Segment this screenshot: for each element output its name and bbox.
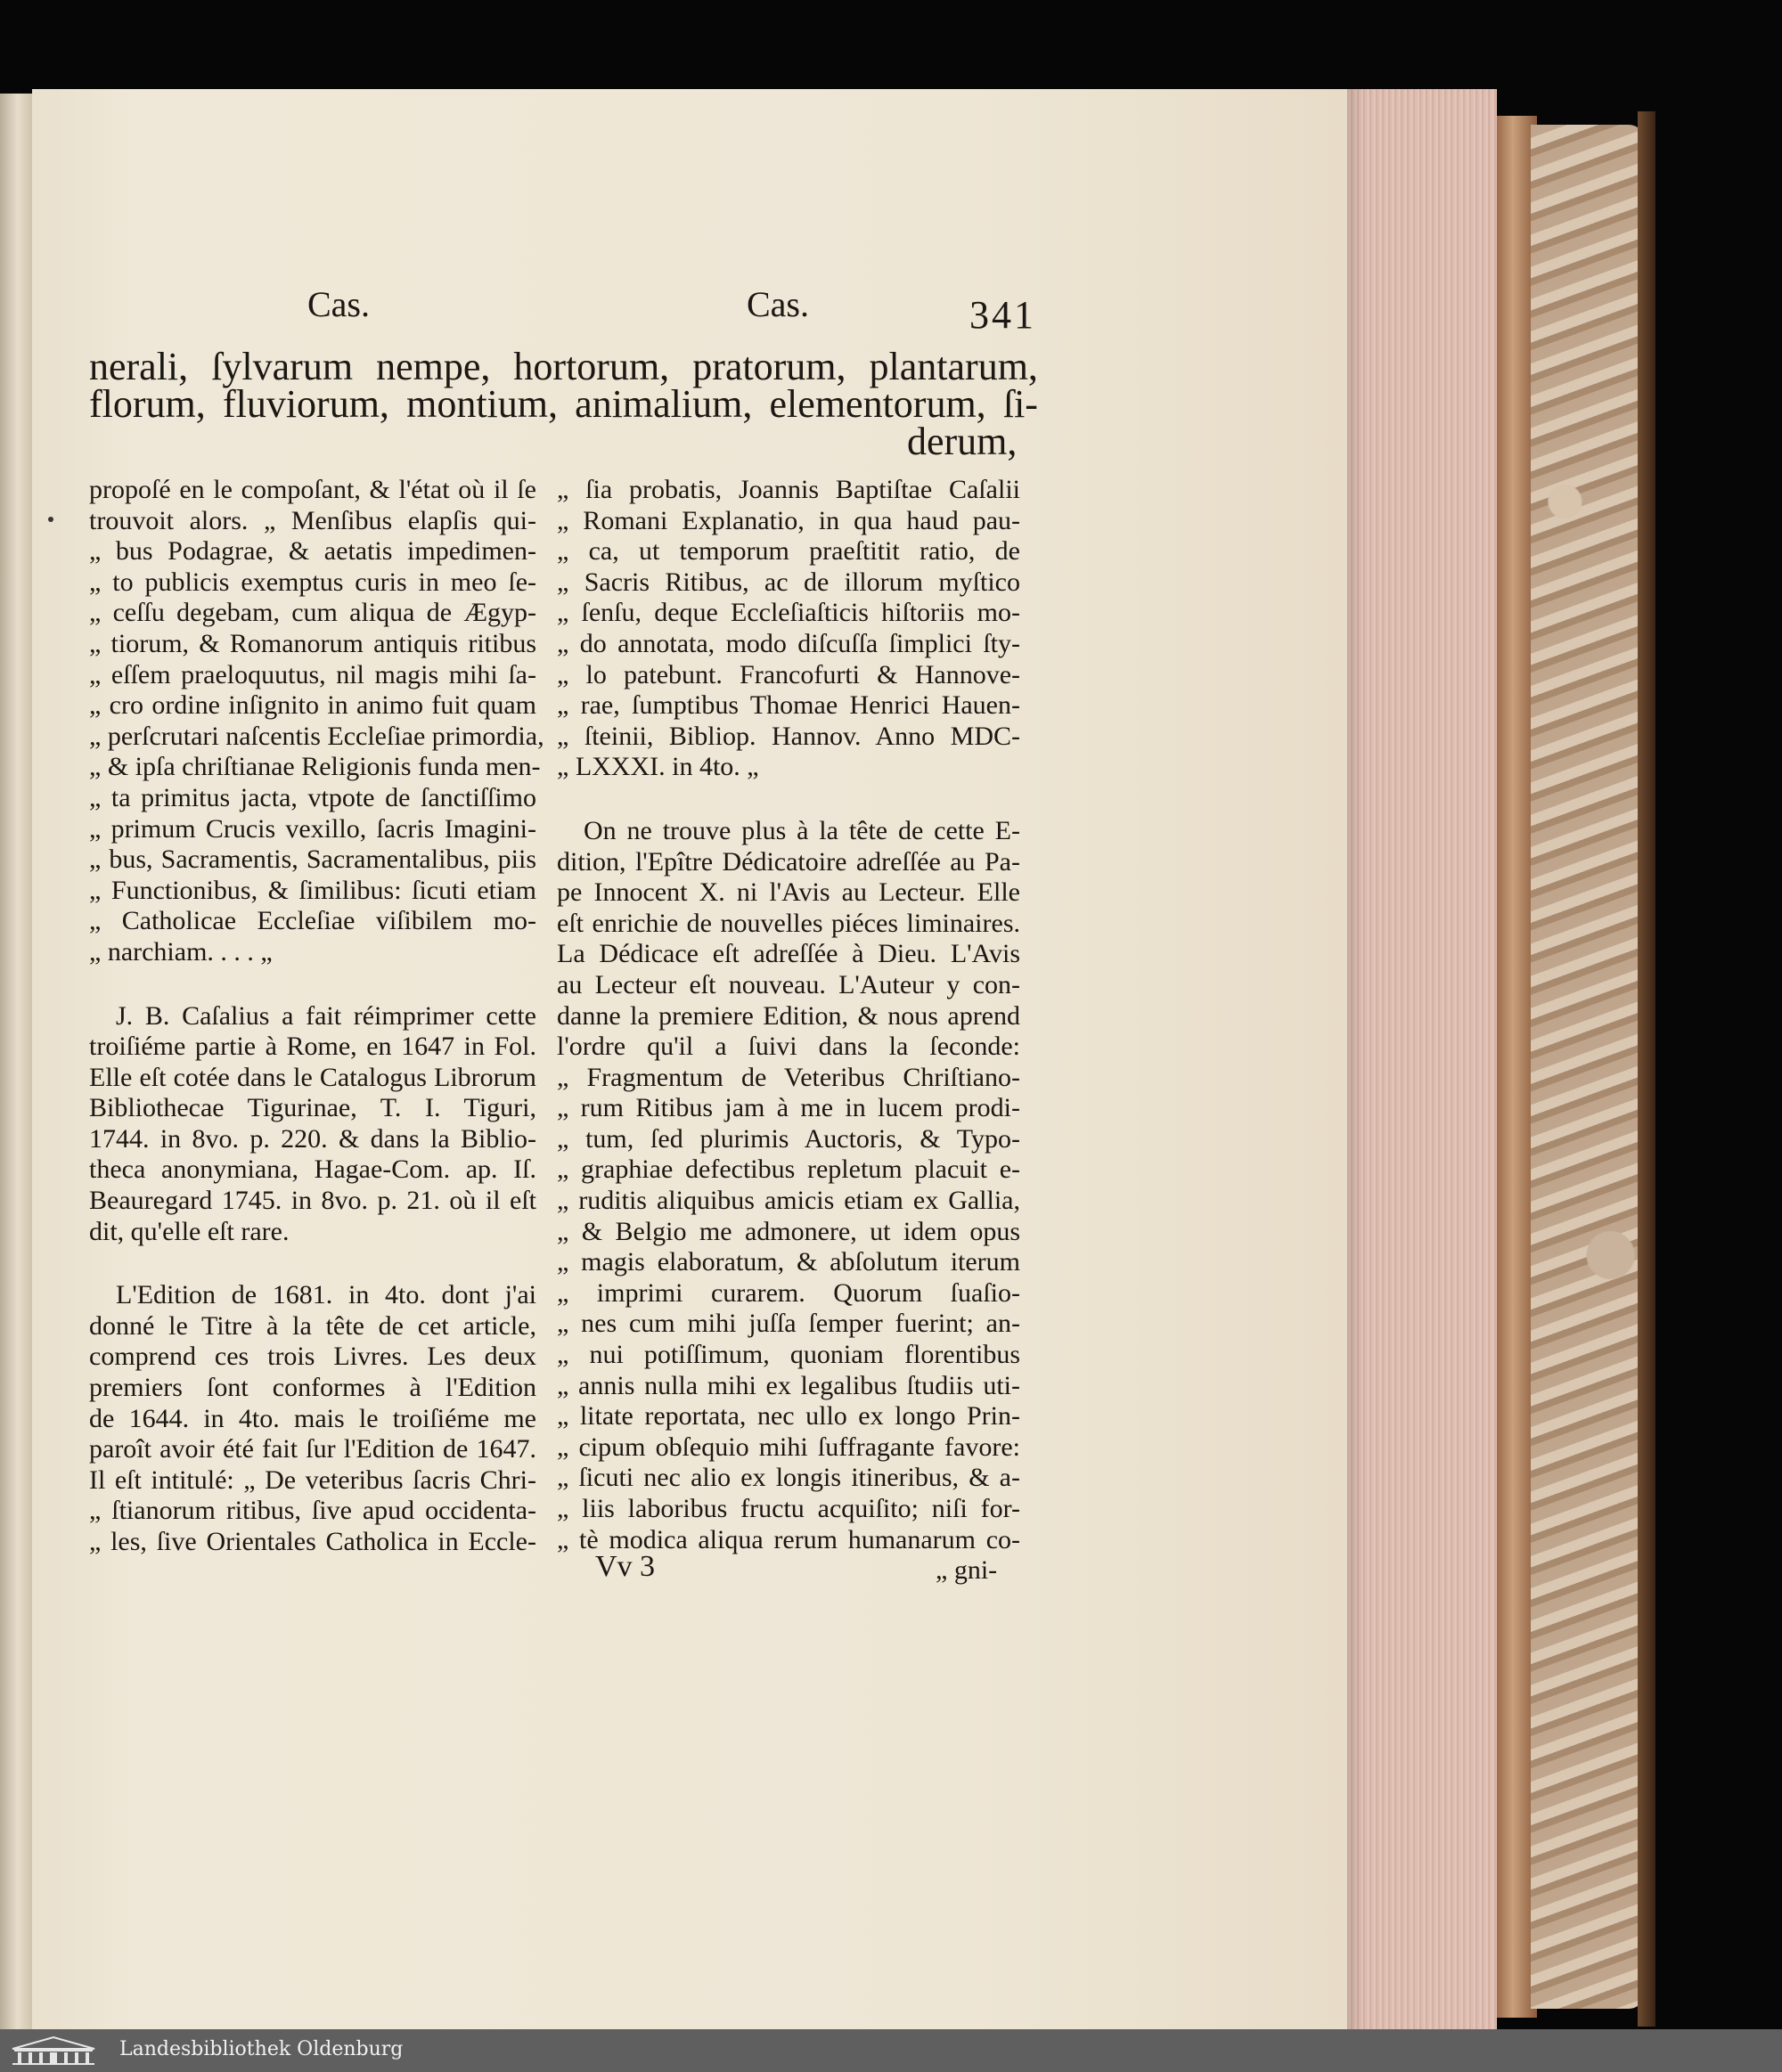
left-column-line: „ Functionibus, & ſimilibus: ſicuti etiam: [89, 875, 536, 905]
left-column-line: „ tiorum, & Romanorum antiquis ritibus: [89, 628, 536, 658]
left-column-line: „ ſtianorum ritibus, ſive apud occidenta-: [89, 1496, 536, 1526]
left-column-line: dit, qu'elle eſt rare.: [89, 1216, 290, 1246]
left-column-line: „ Catholicae Eccleſiae viſibilem mo-: [89, 906, 536, 936]
top-text-word: plantarum,: [869, 345, 1038, 388]
top-text-word: florum,: [89, 382, 206, 426]
left-column: [89, 475, 544, 1558]
marbled-cover: [1531, 125, 1645, 2009]
top-text-line-2: [89, 381, 1038, 427]
left-column-line: trouvoit alors. „ Menſibus elapſis qui-: [89, 505, 536, 535]
left-column-line: 1744. in 8vo. p. 220. & dans la Biblio-: [89, 1123, 536, 1154]
left-column-line: propoſé en le compoſant, & l'état où il ſe: [89, 475, 536, 504]
signature-mark: Vv 3: [595, 1550, 656, 1583]
page-edge-shadow: [1347, 89, 1365, 2052]
right-column-line: „ rae, ſumptibus Thomae Henrici Hauen-: [557, 690, 1020, 721]
top-text-word: ſylvarum: [211, 345, 354, 388]
right-column-line: „ lo patebunt. Francofurti & Hannove-: [557, 659, 1020, 689]
left-column-line: donné le Titre à la tête de cet article,: [89, 1310, 536, 1341]
right-column-line: On ne trouve plus à la tête de cette E-: [584, 815, 1020, 845]
right-column-line: l'ordre qu'il a ſuivi dans la ſeconde:: [557, 1032, 1020, 1062]
right-column-line: „ ſia probatis, Joannis Baptiſtae Caſalii: [557, 475, 1020, 504]
right-column-line: „ Sacris Ritibus, ac de illorum myſtico: [557, 567, 1020, 597]
left-column-line: troiſiéme partie à Rome, en 1647 in Fol.: [89, 1032, 536, 1062]
library-building-icon: [7, 2035, 100, 2067]
right-column-line: „ cipum obſequio mihi ſuffragante favore:: [557, 1432, 1020, 1462]
left-column-line: Beauregard 1745. in 8vo. p. 21. où il eſt: [89, 1186, 536, 1216]
top-text-word: ſi-: [1002, 382, 1038, 426]
right-column-line: „ LXXXI. in 4to. „: [557, 752, 759, 782]
cover-spine-shadow: [1638, 111, 1655, 2027]
left-column-line: de 1644. in 4to. mais le troiſiéme me: [89, 1403, 536, 1433]
right-column-line: „ tum, ſed plurimis Auctoris, & Typo-: [557, 1123, 1020, 1154]
right-column-line: „ do annotata, modo diſcuſſa ſimplici ſty-: [557, 628, 1020, 658]
right-column-line: „ ca, ut temporum praeſtitit ratio, de: [557, 536, 1020, 567]
left-column-line: „ eſſem praeloquutus, nil magis mihi ſa-: [89, 659, 536, 689]
left-column-line: „ perſcrutari naſcentis Eccleſiae primordia,: [89, 721, 544, 751]
left-column-line: „ cro ordine inſignito in animo fuit quam: [89, 690, 536, 721]
left-column-line: „ to publicis exemptus curis in meo ſe-: [89, 567, 536, 597]
left-column-line: „ primum Crucis vexillo, ſacris Imagini-: [89, 813, 536, 844]
left-column-line: paroît avoir été fait ſur l'Edition de 1647.: [89, 1434, 536, 1464]
right-column-line: „ & Belgio me admonere, ut idem opus: [557, 1216, 1020, 1246]
right-column-line: pe Innocent X. ni l'Avis au Lecteur. Elle: [557, 877, 1020, 908]
left-column-line: Elle eſt cotée dans le Catalogus Librorum: [89, 1062, 536, 1092]
top-text-word: elementorum,: [769, 382, 986, 426]
left-column-line: L'Edition de 1681. in 4to. dont j'ai: [116, 1280, 536, 1310]
right-column-line: „ Fragmentum de Veteribus Chriſtiano-: [557, 1062, 1020, 1092]
right-column-line: „ litate reportata, nec ullo ex longo Prin-: [557, 1401, 1020, 1432]
catchword: „ gni-: [936, 1555, 998, 1585]
top-text-word: montium,: [406, 382, 558, 426]
left-column-line: „ & ipſa chriſtianae Religionis funda men-: [89, 752, 541, 782]
right-column-paragraph-gap: [557, 783, 1020, 816]
left-column-line: „ ceſſu degebam, cum aliqua de Ægyp-: [89, 598, 536, 628]
right-column-line: au Lecteur eſt nouveau. L'Auteur y con-: [557, 969, 1020, 999]
right-column-line: „ Romani Explanatio, in qua haud pau-: [557, 505, 1020, 535]
right-column-line: „ magis elaboratum, & abſolutum iterum: [557, 1247, 1020, 1277]
top-text-word: fluviorum,: [222, 382, 389, 426]
left-column-line: J. B. Caſalius a fait réimprimer cette: [116, 1000, 536, 1031]
margin-mark: [48, 517, 53, 522]
left-column-paragraph-gap: [89, 1247, 536, 1280]
top-text-word: hortorum,: [513, 345, 670, 388]
top-text-word: pratorum,: [692, 345, 846, 388]
right-column-line: „ imprimi curarem. Quorum ſuaſio-: [557, 1277, 1020, 1308]
right-column-line: La Dédicace eſt adreſſée à Dieu. L'Avis: [557, 939, 1020, 969]
running-head-center: Cas.: [747, 284, 809, 324]
right-column-line: „ nes cum mihi juſſa ſemper fuerint; an-: [557, 1309, 1020, 1339]
left-page-edge: [0, 94, 32, 2049]
right-column-line: „ ſenſu, deque Eccleſiaſticis hiſtoriis mo-: [557, 598, 1020, 628]
right-column-line: dition, l'Epître Dédicatoire adreſſée au Pa-: [557, 846, 1020, 877]
right-column-line: „ ſteinii, Bibliop. Hannov. Anno MDC-: [557, 721, 1020, 751]
right-column-line: „ liis laboribus fructu acquiſito; niſi for-: [557, 1494, 1020, 1523]
page-fore-edge: [1347, 89, 1497, 2052]
left-column-line: „ bus, Sacramentis, Sacramentalibus, piis: [89, 844, 536, 875]
top-text-word: nerali,: [89, 345, 189, 388]
left-column-line: „ ta primitus jacta, vtpote de ſanctiſſimo: [89, 782, 536, 812]
left-column-line: „ narchiam. . . . „: [89, 936, 273, 967]
right-column-line: „ ruditis aliquibus amicis etiam ex Gallia,: [557, 1186, 1020, 1216]
right-column-line: „ tè modica aliqua rerum humanarum co-: [557, 1524, 1020, 1554]
right-column-line: eſt enrichie de nouvelles piéces liminaires.: [557, 908, 1020, 938]
right-column: [557, 475, 1020, 1555]
left-column-line: „ bus Podagrae, & aetatis impedimen-: [89, 536, 536, 567]
right-column-line: „ nui potiſſimum, quoniam florentibus: [557, 1340, 1020, 1370]
left-column-line: Bibliothecae Tigurinae, T. I. Tiguri,: [89, 1093, 536, 1123]
right-column-line: danne la premiere Edition, & nous aprend: [557, 1000, 1020, 1031]
left-column-line: comprend ces trois Livres. Les deux: [89, 1342, 536, 1372]
right-column-line: „ graphiae defectibus repletum placuit e-: [557, 1154, 1020, 1185]
page-number: 341: [969, 293, 1036, 337]
top-text-line-3: derum,: [907, 420, 1018, 463]
left-column-line: premiers ſont conformes à l'Edition: [89, 1373, 536, 1403]
left-column-line: „ les, ſive Orientales Catholica in Eccle-: [89, 1527, 536, 1556]
top-text-word: animalium,: [575, 382, 753, 426]
right-column-line: „ rum Ritibus jam à me in lucem prodi-: [557, 1093, 1020, 1123]
left-column-paragraph-gap: [89, 968, 536, 1001]
left-column-line: Il eſt intitulé: „ De veteribus ſacris Chri-: [89, 1464, 536, 1495]
library-name: Landesbibliothek Oldenburg: [119, 2038, 404, 2060]
right-column-line: „ ſicuti nec alio ex longis itineribus, & a-: [557, 1463, 1020, 1493]
running-head-left: Cas.: [307, 284, 370, 324]
right-column-line: „ annis nulla mihi ex legalibus ſtudiis uti-: [557, 1370, 1020, 1400]
top-text-word: nempe,: [376, 345, 491, 388]
left-column-line: theca anonymiana, Hagae-Com. ap. Iſ.: [89, 1154, 536, 1185]
